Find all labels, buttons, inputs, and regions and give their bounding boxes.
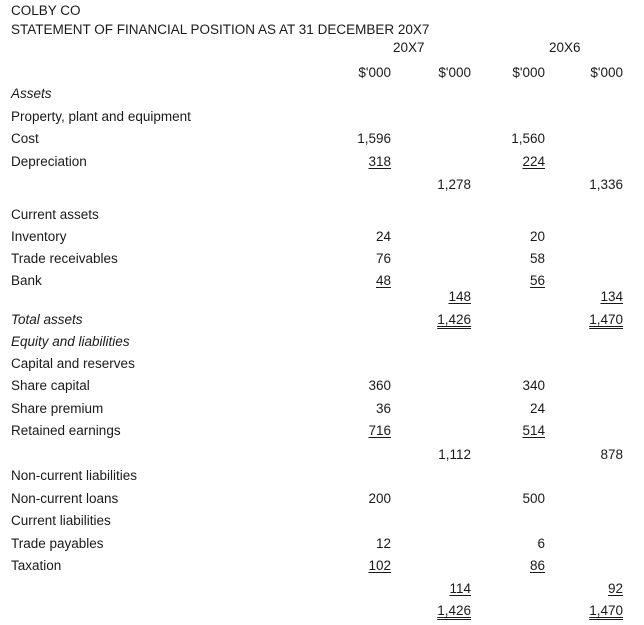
row-label: Current assets [11, 207, 99, 222]
amount-col2: 1,426 [437, 312, 471, 327]
unit-col2: $'000 [438, 65, 471, 80]
row-label: Share premium [11, 401, 104, 416]
amount-col1: 318 [368, 154, 391, 169]
amount-col1: 48 [375, 273, 391, 288]
row-label: Bank [11, 273, 42, 288]
row-label: Equity and liabilities [11, 334, 130, 349]
row-label: Assets [11, 86, 52, 101]
row-label: Non-current liabilities [11, 468, 138, 483]
amount-col3: 514 [522, 423, 545, 438]
row-label: Trade receivables [11, 251, 118, 266]
row-label: Share capital [11, 378, 90, 393]
amount-col1: 716 [368, 423, 391, 438]
row-label: Taxation [11, 558, 62, 573]
amount-col3: 24 [529, 401, 545, 416]
amount-col1: 76 [375, 251, 391, 266]
year-current: 20X7 [393, 40, 425, 55]
amount-col4: 92 [607, 581, 623, 596]
amount-col1: 24 [375, 229, 391, 244]
amount-col4: 1,336 [589, 177, 623, 192]
amount-col3: 6 [537, 536, 545, 551]
row-label: Current liabilities [11, 513, 111, 528]
row-label: Property, plant and equipment [11, 109, 191, 124]
amount-col4: 1,470 [589, 312, 623, 327]
row-label: Capital and reserves [11, 356, 135, 371]
amount-col1: 360 [368, 378, 391, 393]
company-name: COLBY CO [11, 3, 81, 18]
amount-col3: 500 [522, 491, 545, 506]
row-label: Total assets [11, 312, 83, 327]
unit-col1: $'000 [358, 65, 391, 80]
statement-title: STATEMENT OF FINANCIAL POSITION AS AT 31 DECEMBER 20X7 [11, 22, 430, 37]
amount-col1: 102 [368, 558, 391, 573]
amount-col3: 224 [522, 154, 545, 169]
amount-col2: 1,426 [437, 603, 471, 618]
unit-col4: $'000 [590, 65, 623, 80]
row-label: Retained earnings [11, 423, 121, 438]
amount-col4: 134 [600, 289, 623, 304]
amount-col3: 56 [529, 273, 545, 288]
amount-col3: 340 [522, 378, 545, 393]
amount-col1: 200 [368, 491, 391, 506]
amount-col3: 86 [529, 558, 545, 573]
unit-col3: $'000 [512, 65, 545, 80]
amount-col2: 148 [448, 289, 471, 304]
row-label: Depreciation [11, 154, 87, 169]
amount-col3: 58 [529, 251, 545, 266]
amount-col1: 1,596 [357, 131, 391, 146]
row-label: Non-current loans [11, 491, 119, 506]
amount-col2: 1,278 [437, 177, 471, 192]
amount-col2: 114 [449, 581, 471, 596]
amount-col3: 1,560 [511, 131, 545, 146]
amount-col4: 1,470 [589, 603, 623, 618]
amount-col2: 1,112 [438, 447, 471, 462]
amount-col4: 878 [600, 447, 623, 462]
row-label: Cost [11, 131, 39, 146]
row-label: Inventory [11, 229, 67, 244]
row-label: Trade payables [11, 536, 104, 551]
amount-col1: 12 [375, 536, 391, 551]
amount-col3: 20 [529, 229, 545, 244]
amount-col1: 36 [375, 401, 391, 416]
year-prior: 20X6 [549, 40, 581, 55]
